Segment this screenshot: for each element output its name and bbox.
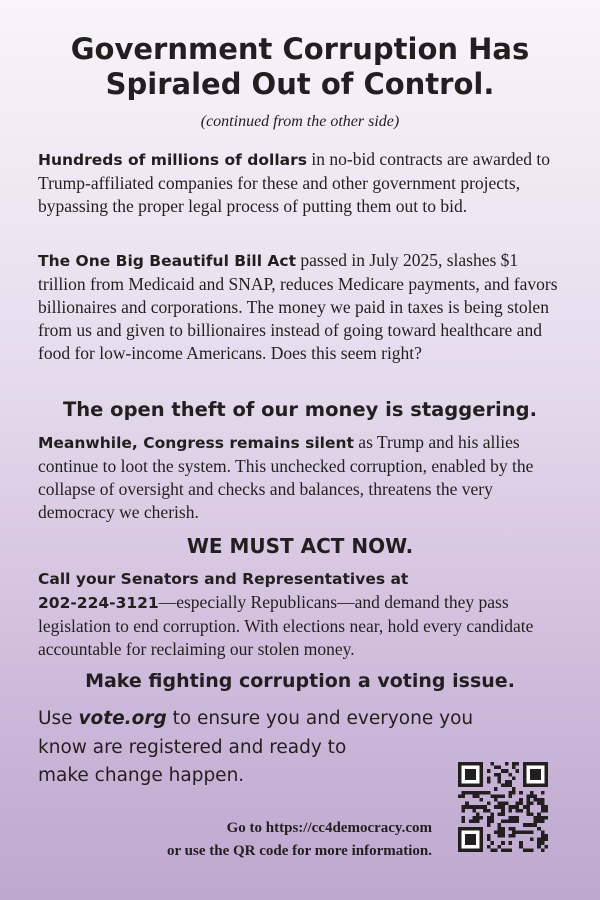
paragraph-call xyxy=(38,567,562,661)
qr-code-icon[interactable] xyxy=(458,762,548,852)
paragraph-lead: Hundreds of millions of dollars xyxy=(38,151,307,169)
vote-pre: Use xyxy=(38,708,79,729)
paragraph-body: passed in July 2025, slashes $1 trillion from Medicaid and SNAP, reduces Medicare payments, and favors billionaires and corporations. The money we paid in taxes is being stolen from us and given to billionaires instead of going toward healthcare and food for low-income Americans. Does this seem right? xyxy=(38,250,558,363)
vote-line-2: know are registered and ready to xyxy=(38,736,347,758)
info-block xyxy=(167,817,432,863)
qr-instruction: or use the QR code for more information. xyxy=(167,843,432,859)
heading-act-now: WE MUST ACT NOW. xyxy=(186,534,414,558)
paragraph-lead: Meanwhile, Congress remains silent xyxy=(38,434,354,452)
paragraph-lead: Call your Senators and Representatives at xyxy=(38,570,409,588)
website-line[interactable]: Go to https://cc4democracy.com xyxy=(226,820,432,836)
vote-line-1: to ensure you and everyone you xyxy=(166,708,474,729)
title-line-2: Spiraled Out of Control. xyxy=(105,67,495,101)
paragraph-lead: The One Big Beautiful Bill Act xyxy=(38,252,297,270)
phone-number: 202-224-3121 xyxy=(38,594,159,612)
paragraph-contracts xyxy=(38,148,562,218)
paragraph-body: as Trump and his allies continue to loot the system. This unchecked corruption, enabled by the collapse of oversight and checks and balances, threatens the very democracy we cherish. xyxy=(38,432,534,522)
paragraph-bill-act xyxy=(38,249,562,365)
subtitle: (continued from the other side) xyxy=(200,113,400,130)
vote-org-link[interactable]: vote.org xyxy=(78,708,167,729)
paragraph-congress xyxy=(38,431,562,524)
paragraph-body: —especially Republicans—and demand they pass legislation to end corruption. With elections near, hold every candidate accountable for reclaiming our stolen money. xyxy=(38,592,534,659)
heading-voting-issue: Make fighting corruption a voting issue. xyxy=(85,670,515,692)
title-line-1: Government Corruption Has xyxy=(70,32,530,66)
heading-theft: The open theft of our money is staggering. xyxy=(62,398,537,421)
vote-line-3: make change happen. xyxy=(38,765,245,786)
page-title xyxy=(0,32,600,102)
paragraph-body: in no-bid contracts are awarded to Trump-affiliated companies for these and other government projects, bypassing the proper legal process of putting them out to bid. xyxy=(38,149,550,216)
